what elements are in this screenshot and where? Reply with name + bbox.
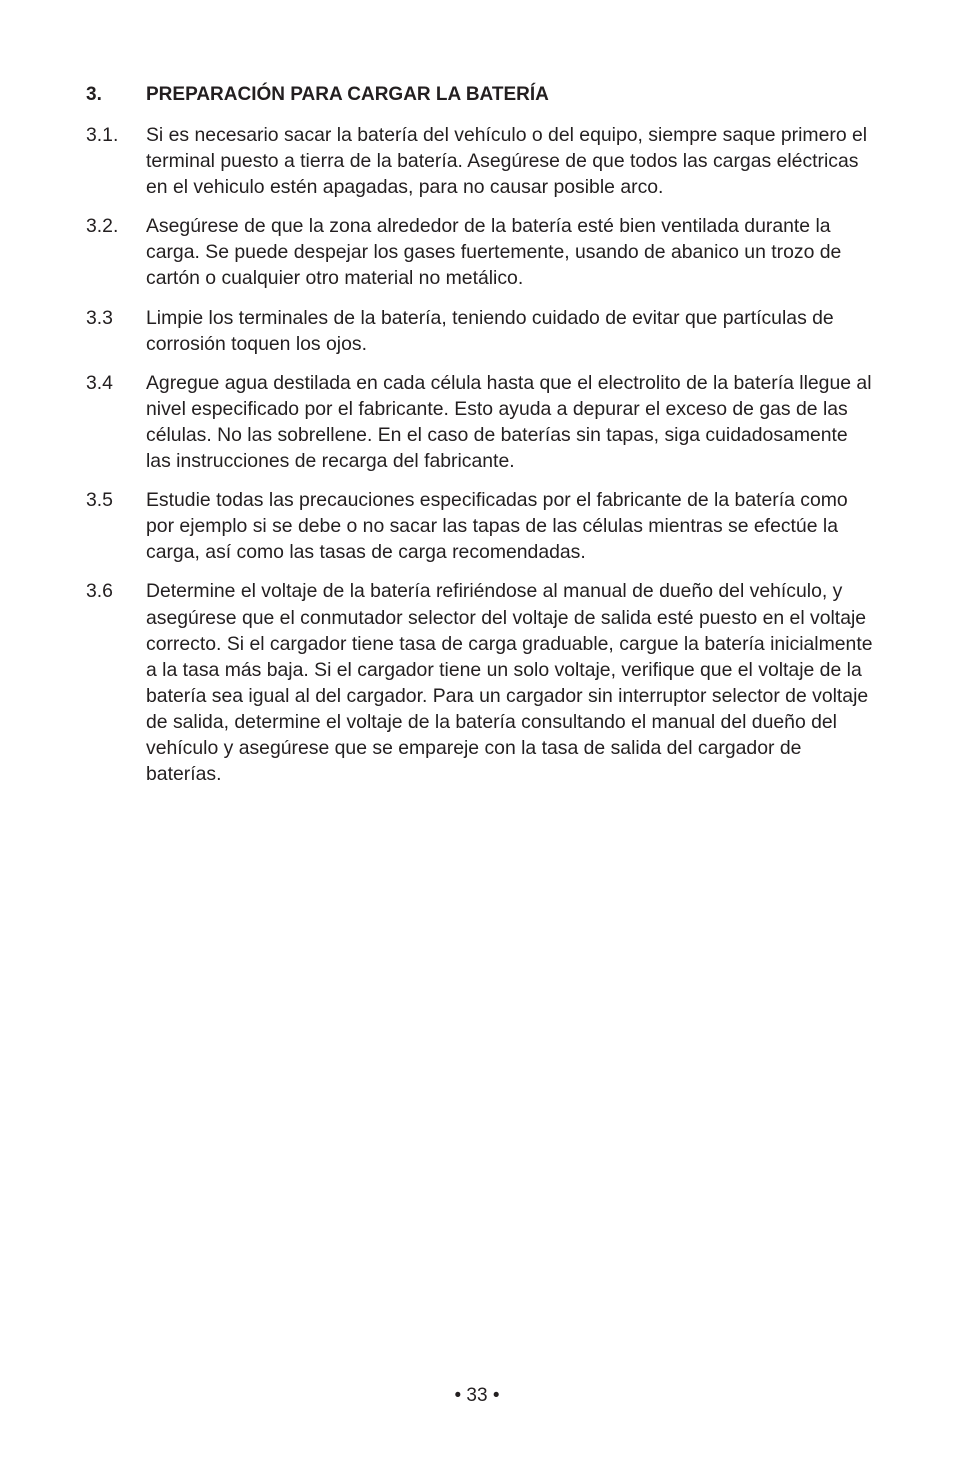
item-text: Agregue agua destilada en cada célula hasta que el electrolito de la batería llegue al nivel especificado por el fabricante. Esto ayuda a depurar el exceso de gas de las células. No las sobrellene. En el caso de baterías sin tapas, siga cuidadosamente las instrucciones de recarga del fabricante. — [146, 371, 872, 473]
list-item-3-2 — [86, 213, 876, 291]
list-item-3-4 — [86, 370, 876, 474]
item-text: Limpie los terminales de la batería, teniendo cuidado de evitar que partículas de corrosión toquen los ojos. — [146, 306, 834, 355]
section-title: PREPARACIÓN PARA CARGAR LA BATERÍA — [146, 84, 549, 105]
item-text: Asegúrese de que la zona alrededor de la batería esté bien ventilada durante la carga. Se puede despejar los gases fuertemente, usando de abanico un trozo de cartón o cualquier otro material no metálico. — [146, 215, 842, 290]
item-number: 3.5 — [86, 489, 113, 512]
page-number: • 33 • — [454, 1385, 500, 1406]
list-item-3-5 — [86, 487, 876, 565]
list-item-3-1 — [86, 122, 876, 200]
item-number: 3.1. — [86, 124, 119, 146]
item-number: 3.2. — [86, 215, 119, 238]
item-text: Estudie todas las precauciones especificadas por el fabricante de la batería como por ejemplo si se debe o no sacar las tapas de las células mientras se efectúe la carga, así como las tasas de carga recomendadas. — [146, 489, 848, 564]
list-item-3-6 — [86, 578, 876, 787]
section-heading — [86, 82, 876, 108]
item-text: Si es necesario sacar la batería del vehículo o del equipo, siempre saque primero el terminal puesto a tierra de la batería. Asegúrese de que todos las cargas eléctricas en el vehiculo estén apagadas, para no causar posible arco. — [146, 124, 868, 199]
item-number: 3.3 — [86, 306, 113, 329]
item-number: 3.6 — [86, 580, 113, 603]
item-text: Determine el voltaje de la batería refiriéndose al manual de dueño del vehículo, y asegúrese que el conmutador selector del voltaje de salida esté puesto en el voltaje correcto. Si el cargador tiene tasa de carga graduable, cargue la batería inicialmente a la tasa más baja. Si el cargador tiene un solo voltaje, verifique que el voltaje de la batería sea igual al del cargador. Para un cargador sin interruptor selector de voltaje de salida, determine el voltaje de la batería consultando el manual del dueño del vehículo y asegúrese que se empareje con la tasa de salida del cargador de baterías. — [146, 580, 873, 786]
section-number: 3. — [86, 84, 102, 105]
list-item-3-3 — [86, 305, 876, 357]
item-number: 3.4 — [86, 371, 113, 394]
page-content — [86, 82, 876, 800]
